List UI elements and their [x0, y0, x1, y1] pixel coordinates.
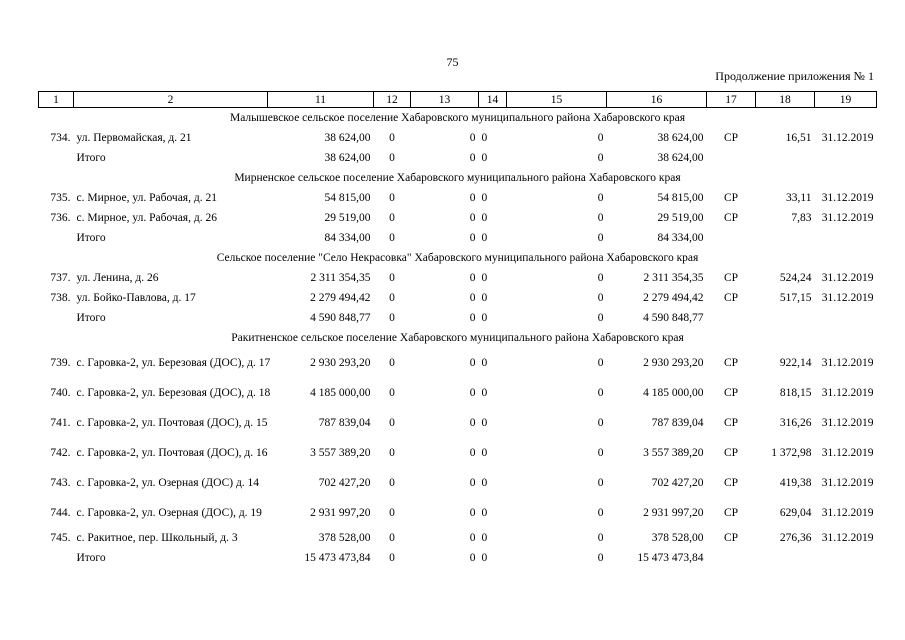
- empty-cell: [707, 548, 756, 568]
- source-cell: СР: [723, 357, 739, 369]
- value-cell: 0: [481, 357, 488, 369]
- value-cell: 0: [597, 232, 604, 244]
- area-value-cell: 524,24: [779, 272, 812, 284]
- header-cell: 2: [74, 92, 268, 108]
- address-cell: с. Ракитное, пер. Школьный, д. 3: [76, 532, 238, 544]
- value-cell: 0: [389, 152, 395, 164]
- deadline-cell: 31.12.2019: [821, 417, 874, 429]
- table-header: [39, 92, 877, 108]
- total-row: [39, 548, 877, 568]
- value-cell: 0: [389, 357, 395, 369]
- value-cell: 0: [597, 312, 604, 324]
- amount-cell: 3 557 389,20: [310, 447, 371, 459]
- value-cell: 0: [389, 292, 395, 304]
- value-cell: 0: [389, 417, 395, 429]
- address-cell: с. Гаровка-2, ул. Почтовая (ДОС), д. 16: [76, 447, 268, 459]
- empty-cell: [756, 308, 815, 328]
- value-cell: 0: [469, 532, 476, 544]
- value-cell: 0: [389, 312, 395, 324]
- header-row: [39, 92, 877, 108]
- value-cell: 0: [389, 477, 395, 489]
- value-cell: 0: [469, 192, 476, 204]
- value-cell: 0: [481, 477, 488, 489]
- source-cell: СР: [723, 507, 739, 519]
- header-cell: 18: [756, 92, 815, 108]
- table-row: [39, 498, 877, 528]
- value-cell: 0: [389, 387, 395, 399]
- row-number-cell: 734.: [50, 132, 71, 144]
- total-amount-cell: 2 279 494,42: [643, 292, 704, 304]
- row-number-cell: 740.: [50, 387, 71, 399]
- value-cell: 0: [597, 532, 604, 544]
- value-cell: 0: [389, 192, 395, 204]
- value-cell: 0: [597, 552, 604, 564]
- table-row: [39, 348, 877, 378]
- group-header-row: [39, 328, 877, 348]
- total-amount-cell: 787 839,04: [651, 417, 704, 429]
- total-label-cell: Итого: [76, 232, 106, 244]
- row-number-cell: 738.: [50, 292, 71, 304]
- total-amount-cell: 702 427,20: [651, 477, 704, 489]
- address-cell: с. Гаровка-2, ул. Озерная (ДОС), д. 19: [76, 507, 262, 519]
- group-header-row: [39, 168, 877, 188]
- address-cell: ул. Первомайская, д. 21: [76, 132, 192, 144]
- value-cell: 0: [389, 552, 395, 564]
- table-row: [39, 378, 877, 408]
- page-number: 75: [446, 55, 459, 69]
- source-cell: СР: [723, 132, 739, 144]
- row-number-cell: 743.: [50, 477, 71, 489]
- value-cell: 0: [469, 152, 476, 164]
- table-body: [39, 108, 877, 569]
- amount-cell: 54 815,00: [324, 192, 371, 204]
- amount-cell: 4 185 000,00: [310, 387, 371, 399]
- header-cell: 17: [707, 92, 756, 108]
- amount-cell: 15 473 473,84: [304, 552, 371, 564]
- value-cell: 0: [597, 132, 604, 144]
- row-number-cell: 744.: [50, 507, 71, 519]
- total-row: [39, 308, 877, 328]
- deadline-cell: 31.12.2019: [821, 387, 874, 399]
- address-cell: с. Мирное, ул. Рабочая, д. 26: [76, 212, 217, 224]
- total-label-cell: Итого: [76, 312, 106, 324]
- row-number-cell: 736.: [50, 212, 71, 224]
- empty-cell: [815, 228, 877, 248]
- amount-cell: 84 334,00: [324, 232, 371, 244]
- address-cell: ул. Ленина, д. 26: [76, 272, 159, 284]
- group-header-row: [39, 108, 877, 129]
- header-cell: 12: [374, 92, 411, 108]
- empty-cell: [39, 228, 74, 248]
- deadline-cell: 31.12.2019: [821, 132, 874, 144]
- total-amount-cell: 84 334,00: [657, 232, 704, 244]
- header-cell: 1: [39, 92, 74, 108]
- value-cell: 0: [597, 507, 604, 519]
- empty-cell: [815, 548, 877, 568]
- value-cell: 0: [469, 507, 476, 519]
- empty-cell: [756, 228, 815, 248]
- deadline-cell: 31.12.2019: [821, 532, 874, 544]
- total-amount-cell: 54 815,00: [657, 192, 704, 204]
- total-amount-cell: 38 624,00: [657, 152, 704, 164]
- header-cell: 19: [815, 92, 877, 108]
- table-row: [39, 268, 877, 288]
- amount-cell: 2 279 494,42: [310, 292, 371, 304]
- value-cell: 0: [469, 132, 476, 144]
- value-cell: 0: [469, 312, 476, 324]
- area-value-cell: 316,26: [779, 417, 812, 429]
- value-cell: 0: [481, 417, 488, 429]
- header-cell: 14: [479, 92, 507, 108]
- amount-cell: 38 624,00: [324, 152, 371, 164]
- total-label-cell: Итого: [76, 552, 106, 564]
- value-cell: 0: [389, 132, 395, 144]
- deadline-cell: 31.12.2019: [821, 447, 874, 459]
- amount-cell: 2 930 293,20: [310, 357, 371, 369]
- total-amount-cell: 2 311 354,35: [643, 272, 704, 284]
- value-cell: 0: [481, 387, 488, 399]
- group-title: Ракитненское сельское поселение Хабаровского муниципального района Хабаровского края: [231, 332, 684, 344]
- amount-cell: 2 931 997,20: [310, 507, 371, 519]
- total-amount-cell: 4 590 848,77: [643, 312, 704, 324]
- header-cell: 15: [507, 92, 607, 108]
- value-cell: 0: [481, 152, 488, 164]
- value-cell: 0: [469, 417, 476, 429]
- value-cell: 0: [469, 232, 476, 244]
- value-cell: 0: [481, 532, 488, 544]
- total-row: [39, 148, 877, 168]
- row-number-cell: 745.: [50, 532, 71, 544]
- empty-cell: [815, 148, 877, 168]
- value-cell: 0: [481, 132, 488, 144]
- value-cell: 0: [481, 312, 488, 324]
- row-number-cell: 741.: [50, 417, 71, 429]
- source-cell: СР: [723, 477, 739, 489]
- address-cell: ул. Бойко-Павлова, д. 17: [76, 292, 196, 304]
- total-amount-cell: 2 930 293,20: [643, 357, 704, 369]
- area-value-cell: 818,15: [779, 387, 812, 399]
- value-cell: 0: [469, 357, 476, 369]
- address-cell: с. Мирное, ул. Рабочая, д. 21: [76, 192, 217, 204]
- amount-cell: 38 624,00: [324, 132, 371, 144]
- amount-cell: 4 590 848,77: [310, 312, 371, 324]
- source-cell: СР: [723, 292, 739, 304]
- source-cell: СР: [723, 387, 739, 399]
- row-number-cell: 737.: [50, 272, 71, 284]
- amount-cell: 787 839,04: [318, 417, 371, 429]
- value-cell: 0: [597, 192, 604, 204]
- value-cell: 0: [597, 477, 604, 489]
- total-amount-cell: 3 557 389,20: [643, 447, 704, 459]
- source-cell: СР: [723, 192, 739, 204]
- total-amount-cell: 29 519,00: [657, 212, 704, 224]
- address-cell: с. Гаровка-2, ул. Озерная (ДОС) д. 14: [76, 477, 260, 489]
- group-title: Мирненское сельское поселение Хабаровского муниципального района Хабаровского края: [234, 172, 681, 184]
- table-row: [39, 288, 877, 308]
- value-cell: 0: [597, 447, 604, 459]
- source-cell: СР: [723, 447, 739, 459]
- amount-cell: 702 427,20: [318, 477, 371, 489]
- source-cell: СР: [723, 212, 739, 224]
- table-row: [39, 208, 877, 228]
- row-number-cell: 735.: [50, 192, 71, 204]
- value-cell: 0: [597, 387, 604, 399]
- table-row: [39, 468, 877, 498]
- table-row: [39, 528, 877, 548]
- source-cell: СР: [723, 532, 739, 544]
- value-cell: 0: [389, 232, 395, 244]
- source-cell: СР: [723, 272, 739, 284]
- row-number-cell: 742.: [50, 447, 71, 459]
- empty-cell: [756, 148, 815, 168]
- appendix-table: [38, 91, 877, 568]
- amount-cell: 378 528,00: [318, 532, 371, 544]
- total-amount-cell: 4 185 000,00: [643, 387, 704, 399]
- deadline-cell: 31.12.2019: [821, 507, 874, 519]
- value-cell: 0: [389, 272, 395, 284]
- area-value-cell: 419,38: [779, 477, 812, 489]
- value-cell: 0: [597, 272, 604, 284]
- address-cell: с. Гаровка-2, ул. Березовая (ДОС), д. 18: [76, 387, 271, 399]
- deadline-cell: 31.12.2019: [821, 477, 874, 489]
- value-cell: 0: [469, 552, 476, 564]
- table-row: [39, 128, 877, 148]
- value-cell: 0: [481, 232, 488, 244]
- amount-cell: 2 311 354,35: [310, 272, 371, 284]
- deadline-cell: 31.12.2019: [821, 192, 874, 204]
- value-cell: 0: [481, 552, 488, 564]
- total-amount-cell: 38 624,00: [657, 132, 704, 144]
- value-cell: 0: [469, 387, 476, 399]
- empty-cell: [815, 308, 877, 328]
- area-value-cell: 922,14: [779, 357, 812, 369]
- value-cell: 0: [481, 192, 488, 204]
- value-cell: 0: [469, 477, 476, 489]
- total-amount-cell: 378 528,00: [651, 532, 704, 544]
- value-cell: 0: [481, 272, 488, 284]
- deadline-cell: 31.12.2019: [821, 272, 874, 284]
- deadline-cell: 31.12.2019: [821, 357, 874, 369]
- deadline-cell: 31.12.2019: [821, 212, 874, 224]
- area-value-cell: 33,11: [786, 192, 812, 204]
- value-cell: 0: [389, 447, 395, 459]
- total-amount-cell: 2 931 997,20: [643, 507, 704, 519]
- value-cell: 0: [389, 532, 395, 544]
- area-value-cell: 7,83: [791, 212, 812, 224]
- value-cell: 0: [597, 292, 604, 304]
- empty-cell: [707, 228, 756, 248]
- empty-cell: [707, 148, 756, 168]
- table-row: [39, 408, 877, 438]
- value-cell: 0: [469, 292, 476, 304]
- area-value-cell: 517,15: [779, 292, 812, 304]
- value-cell: 0: [481, 507, 488, 519]
- table-row: [39, 188, 877, 208]
- total-row: [39, 228, 877, 248]
- header-cell: 16: [607, 92, 707, 108]
- area-value-cell: 629,04: [779, 507, 812, 519]
- value-cell: 0: [481, 447, 488, 459]
- value-cell: 0: [597, 152, 604, 164]
- address-cell: с. Гаровка-2, ул. Березовая (ДОС), д. 17: [76, 357, 271, 369]
- table-row: [39, 438, 877, 468]
- empty-cell: [756, 548, 815, 568]
- value-cell: 0: [389, 212, 395, 224]
- row-number-cell: 739.: [50, 357, 71, 369]
- value-cell: 0: [597, 212, 604, 224]
- value-cell: 0: [469, 272, 476, 284]
- amount-cell: 29 519,00: [324, 212, 371, 224]
- group-title: Сельское поселение "Село Некрасовка" Хабаровского муниципального района Хабаровского края: [216, 252, 699, 264]
- area-value-cell: 276,36: [779, 532, 812, 544]
- value-cell: 0: [469, 447, 476, 459]
- empty-cell: [39, 148, 74, 168]
- header-cell: 13: [411, 92, 479, 108]
- value-cell: 0: [597, 357, 604, 369]
- area-value-cell: 1 372,98: [771, 447, 812, 459]
- value-cell: 0: [481, 212, 488, 224]
- total-amount-cell: 15 473 473,84: [637, 552, 704, 564]
- value-cell: 0: [481, 292, 488, 304]
- header-cell: 11: [268, 92, 374, 108]
- address-cell: с. Гаровка-2, ул. Почтовая (ДОС), д. 15: [76, 417, 268, 429]
- value-cell: 0: [469, 212, 476, 224]
- empty-cell: [39, 548, 74, 568]
- empty-cell: [707, 308, 756, 328]
- area-value-cell: 16,51: [785, 132, 812, 144]
- continuation-note: Продолжение приложения № 1: [715, 69, 874, 83]
- total-label-cell: Итого: [76, 152, 106, 164]
- group-header-row: [39, 248, 877, 268]
- value-cell: 0: [597, 417, 604, 429]
- source-cell: СР: [723, 417, 739, 429]
- deadline-cell: 31.12.2019: [821, 292, 874, 304]
- value-cell: 0: [389, 507, 395, 519]
- empty-cell: [39, 308, 74, 328]
- group-title: Малышевское сельское поселение Хабаровского муниципального района Хабаровского края: [229, 112, 686, 124]
